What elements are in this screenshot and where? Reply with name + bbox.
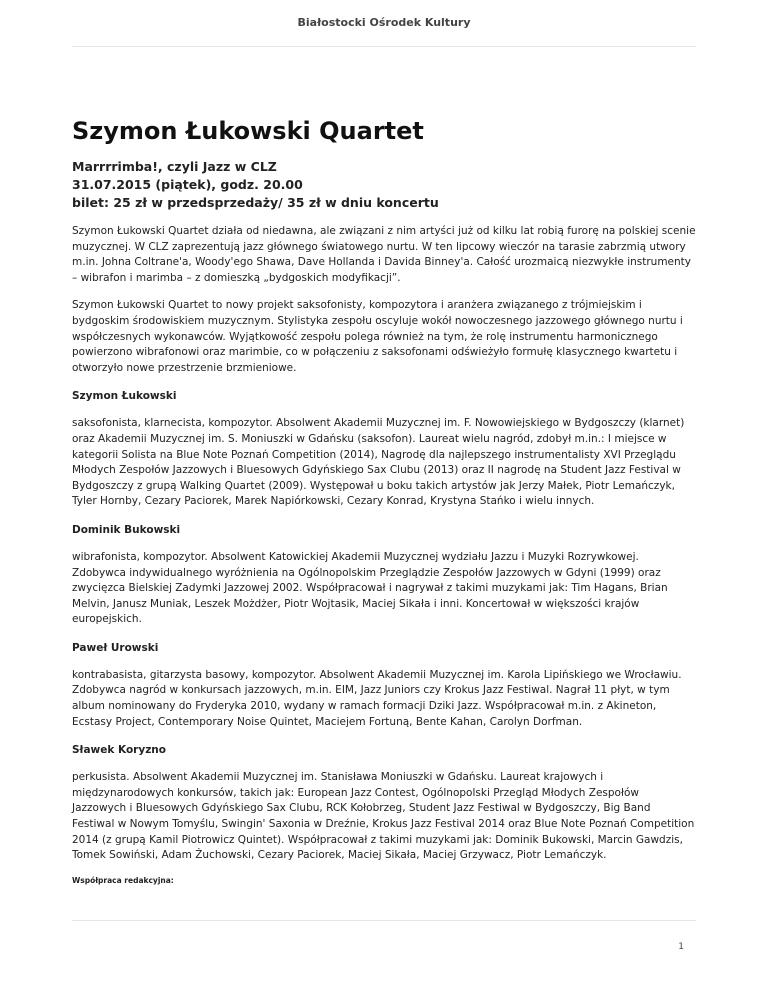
intro-paragraph: Szymon Łukowski Quartet działa od niedawna, ale związani z nim artyści już od kilku lat robią furorę na polskiej scenie muzycznej. W CLZ zaprezentują jazz głównego światowego nurtu. W ten lipcowy wieczór na tarasie zabrzmią utwory m.in. Johna Coltrane'a, Woody'ego Shawa, Dave Hollanda i Davida Binney'a. Całość urozmaicą niezwykłe instrumenty – wibrafon i marimba – z domieszką „bydgoskich modyfikacji”. [72,225,696,284]
page-footer [72,920,696,952]
member-bio: kontrabasista, gitarzysta basowy, kompozytor. Absolwent Akademii Muzycznej im. Karola Lipińskiego we Wrocławiu. Zdobywca nagród w konkursach jazzowych, m.in. EIM, Jazz Juniors czy Krokus Jazz Festiwal. Nagrał 11 płyt, w tym album nominowany do Fryderyka 2010, wydany w ramach formacji Dziki Jazz. Współpracował m.in. z Akineton, Ecstasy Project, Contemporary Noise Quintet, Maciejem Fortuną, Bente Kahan, Carolyn Dorfman. [72,668,682,728]
member-bio: wibrafonista, kompozytor. Absolwent Katowickiej Akademii Muzycznej wydziału Jazzu i Muzyki Rozrywkowej. Zdobywca indywidualnego wyróżnienia na Ogólnopolskim Przeglądzie Zespołów Jazzowych w Gdyni (1999) oraz zwycięzca Bielskiej Zadymki Jazzowej 2002. Współpracował i nagrywał z takimi muzykami jak: Tim Hagans, Brian Melvin, Janusz Muniak, Leszek Możdżer, Piotr Wojtasik, Maciej Sikała i inni. Koncertował w większości krajów europejskich. [72,550,668,626]
article-content [72,114,696,885]
member-name: Sławek Koryzno [72,744,166,757]
cooperation-label: Współpraca redakcyjna: [72,875,174,885]
member-bio: saksofonista, klarnecista, kompozytor. Absolwent Akademii Muzycznej im. F. Nowowiejskiego w Bydgoszczy (klarnet) oraz Akademii Muzycznej im. S. Moniuszki w Gdańsku (saksofon). Laureat wielu nagród, zdobył m.in.: I miejsce w kategorii Solista na Blue Note Poznań Competition (2014), Nagrodę dla najlepszego instrumentalisty XVI Przeglądu Młodych Zespołów Jazzowych i Bluesowych Gdyńskiego Sax Clubu (2013) oraz II nagrodę na Student Jazz Festival w Bydgoszczy z grupą Walking Quartet (2009). Występował u boku takich artystów jak Jerzy Małek, Piotr Lemańczyk, Tyler Hornby, Cezary Paciorek, Marek Napiórkowski, Cezary Konrad, Krystyna Stańko i wielu innych. [72,417,685,508]
page-header [72,0,696,47]
event-ticket-price: bilet: 25 zł w przedsprzedaży/ 35 zł w dniu koncertu [72,195,439,210]
event-info [72,158,696,212]
site-name: Białostocki Ośrodek Kultury [297,16,471,29]
member-bio: perkusista. Absolwent Akademii Muzycznej im. Stanisława Moniuszki w Gdańsku. Laureat krajowych i międzynarodowych konkursów, takich jak: European Jazz Contest, Ogólnopolski Przegląd Młodych Zespołów Jazzowych i Bluesowych Gdyńskiego Sax Clubu, RCK Kołobrzeg, Student Jazz Festiwal w Bydgoszczy, Big Band Festiwal w Nowym Tomyślu, Swingin' Saxonia w Dreźnie, Krokus Jazz Festival 2014 oraz Blue Note Poznań Competition 2014 (z grupą Kamil Piotrowicz Quintet). Współpracował z takimi muzykami jak: Dominik Bukowski, Marcin Gawdzis, Tomek Sowiński, Adam Żuchowski, Cezary Paciorek, Maciej Sikała, Maciej Grzywacz, Piotr Lemańczyk. [72,771,695,862]
event-date: 31.07.2015 (piątek), godz. 20.00 [72,177,303,192]
member-name: Szymon Łukowski [72,390,177,403]
member-section [72,389,696,510]
page-number: 1 [678,942,684,952]
intro-paragraph: Szymon Łukowski Quartet to nowy projekt saksofonisty, kompozytora i aranżera związanego z trójmiejskim i bydgoskim środowiskiem muzycznym. Stylistyka zespołu oscyluje wokół nowoczesnego jazzowego głównego nurtu i współczesnych wykonawców. Wyjątkowość zespołu polega również na tym, że rolę instrumentu harmonicznego powierzono wibrafonowi oraz marimbie, co w połączeniu z saksofonami odświeżyło formułę klasycznego kwartetu i otworzyło nowe przestrzenie brzmieniowe. [72,299,683,374]
member-section [72,743,696,864]
member-section [72,523,696,628]
article-title: Szymon Łukowski Quartet [72,117,424,145]
member-name: Dominik Bukowski [72,523,181,536]
member-section [72,641,696,730]
event-name: Marrrrimba!, czyli Jazz w CLZ [72,159,277,174]
member-name: Paweł Urowski [72,641,159,654]
